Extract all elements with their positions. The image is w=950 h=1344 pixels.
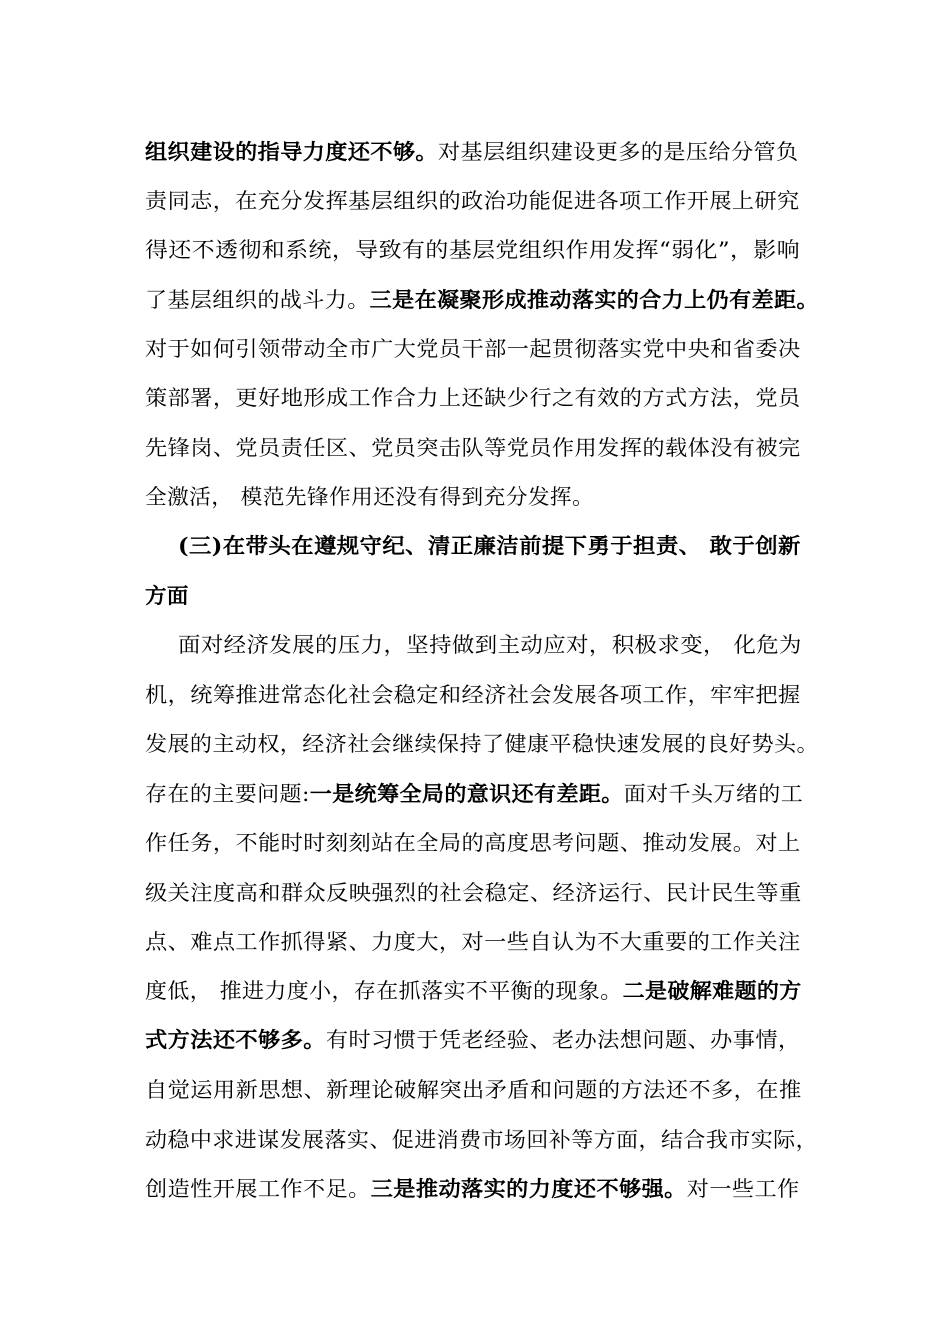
text-run: 面对经济发展的压力，坚持做到主动应对，积极求变， 化危为 <box>178 633 802 657</box>
text-run: 了基层组织的战斗力。 <box>145 288 370 312</box>
text-run: 对基层组织建设更多的是压给分管负 <box>437 140 799 164</box>
bold-text-run: 式方法还不够多。 <box>145 1027 326 1052</box>
text-line <box>145 483 594 511</box>
text-line <box>178 532 801 560</box>
text-line <box>145 829 801 857</box>
text-line <box>145 236 800 264</box>
text-run: 级关注度高和群众反映强烈的社会稳定、经济运行、民计民生等重 <box>145 881 802 905</box>
bold-text-run: 三是在凝聚形成推动落实的合力上仍有差距。 <box>369 287 819 312</box>
text-line <box>145 335 801 363</box>
text-line <box>145 582 189 610</box>
text-run: 自觉运用新思想、新理论破解突出矛盾和问题的方法还不多，在推 <box>145 1078 802 1102</box>
text-line <box>145 434 801 462</box>
text-line <box>145 384 801 412</box>
text-run: 责同志，在充分发挥基层组织的政治功能促进各项工作开展上研究 <box>145 189 800 213</box>
text-run: 发展的主动权，经济社会继续保持了健康平稳快速发展的良好势头。 <box>145 732 819 756</box>
bold-text-run: 二是破解难题的方 <box>622 978 802 1003</box>
text-run: 创造性开展工作不足。 <box>145 1177 371 1201</box>
text-run: 策部署，更好地形成工作合力上还缺少行之有效的方式方法，党员 <box>145 386 801 410</box>
text-line <box>145 187 800 215</box>
text-line <box>145 138 799 166</box>
text-run: 作任务，不能时时刻刻站在全局的高度思考问题、推动发展。对上 <box>145 831 801 855</box>
text-line <box>145 1026 801 1054</box>
text-run: 全激活， 模范先锋作用还没有得到充分发挥。 <box>145 485 595 509</box>
text-run: 有时习惯于凭老经验、老办法想问题、办事情， <box>325 1028 801 1052</box>
text-line <box>145 730 819 758</box>
text-line <box>145 780 803 808</box>
text-run: 得还不透彻和系统，导致有的基层党组织作用发挥“弱化”，影响 <box>145 238 801 262</box>
bold-text-run: 一是统筹全局的意识还有差距。 <box>309 781 624 806</box>
bold-text-run: 三是推动落实的力度还不够强。 <box>370 1176 687 1201</box>
bold-text-run: 方面 <box>145 583 189 608</box>
text-run: 对一些工作 <box>686 1177 800 1201</box>
text-run: 机，统筹推进常态化社会稳定和经济社会发展各项工作，牢牢把握 <box>145 683 801 707</box>
text-line <box>178 631 802 659</box>
text-line <box>145 1126 818 1154</box>
text-line <box>145 681 801 709</box>
text-run: 动稳中求进谋发展落实、促进消费市场回补等方面，结合我市实际， <box>145 1128 819 1152</box>
text-run: 点、难点工作抓得紧、力度大，对一些自认为不大重要的工作关注 <box>145 930 801 954</box>
text-run: 存在的主要问题: <box>145 782 310 806</box>
text-run: 先锋岗、党员责任区、党员突击队等党员作用发挥的载体没有被完 <box>145 436 801 460</box>
text-run: 对于如何引领带动全市广大党员干部一起贯彻落实党中央和省委决 <box>145 337 801 361</box>
text-line <box>145 879 802 907</box>
text-line <box>145 1076 802 1104</box>
text-line <box>145 977 802 1005</box>
text-run: 度低， 推进力度小，存在抓落实不平衡的现象。 <box>145 979 623 1003</box>
text-line <box>145 928 801 956</box>
text-line <box>145 286 819 314</box>
text-line <box>145 1175 800 1203</box>
bold-text-run: (三)在带头在遵规守纪、清正廉洁前提下勇于担责、 敢于创新 <box>178 533 801 558</box>
text-run: 面对千头万绪的工 <box>623 782 804 806</box>
bold-text-run: 组织建设的指导力度还不够。 <box>145 139 438 164</box>
